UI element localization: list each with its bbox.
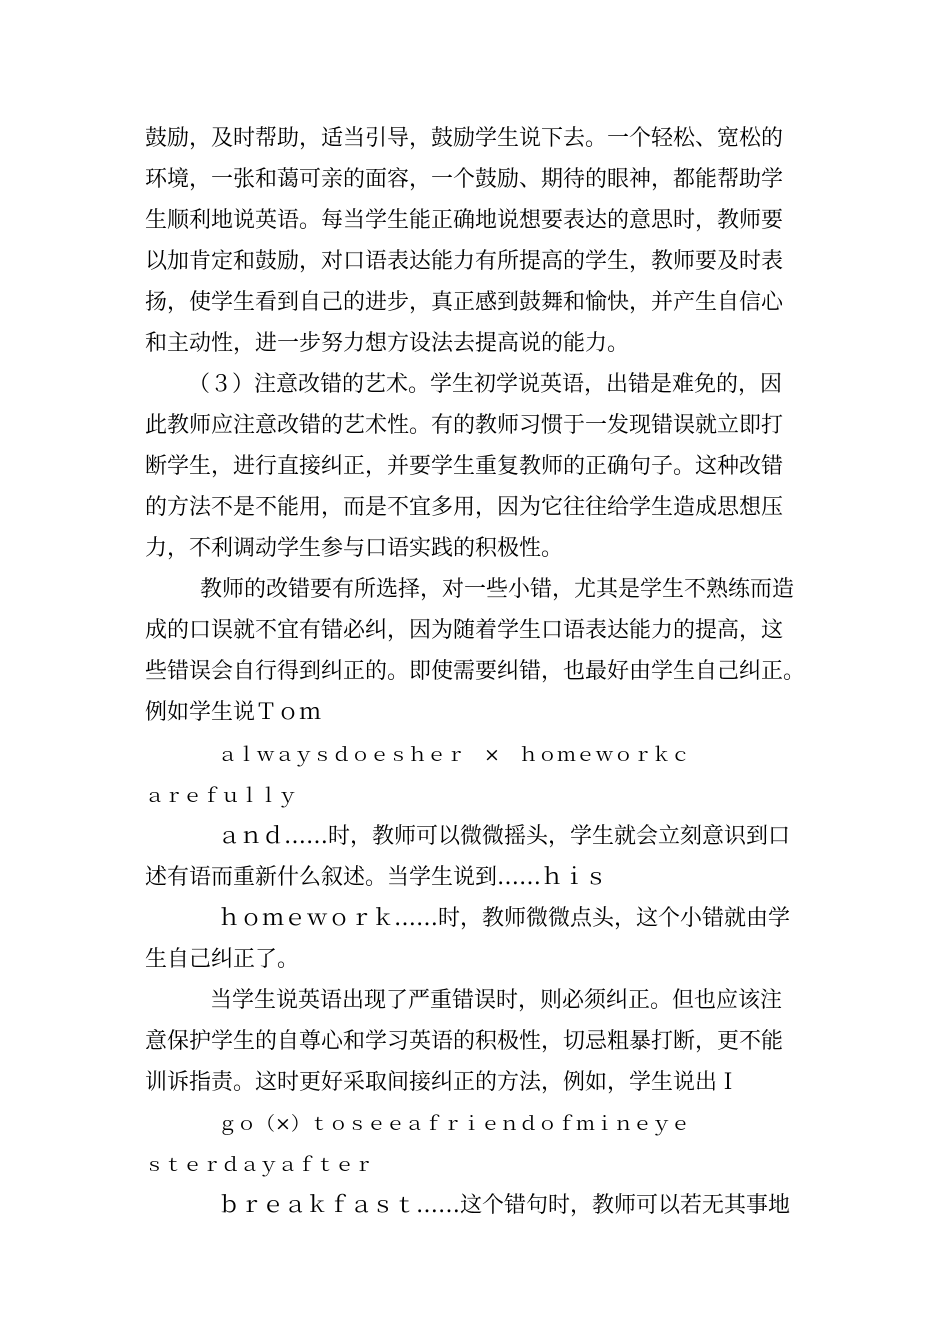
text-line: ａｒｅｆｕｌｌｙ	[145, 785, 298, 807]
text-line: ｈｏｍｅｗｏｒｋ……时，教师微微点头，这个小错就由学	[218, 906, 791, 931]
text-line: 生顺利地说英语。每当学生能正确地说想要表达的意思时，教师要	[145, 208, 784, 233]
text-line: ａｌｗａｙｓｄｏｅｓｈｅｒ × ｈｏｍｅｗｏｒｋｃ	[218, 744, 690, 766]
text-line: 当学生说英语出现了严重错误时，则必须纠正。但也应该注	[210, 988, 783, 1013]
text-line: 环境，一张和蔼可亲的面容，一个鼓励、期待的眼神，都能帮助学	[145, 167, 784, 192]
text-line: 和主动性，进一步努力想方设法去提高说的能力。	[145, 331, 630, 356]
text-line: 些错误会自行得到纠正的。即使需要纠错，也最好由学生自己纠正。	[145, 659, 806, 684]
text-line: ｓｔｅｒｄａｙａｆｔｅｒ	[145, 1154, 374, 1176]
text-line: 力，不利调动学生参与口语实践的积极性。	[145, 536, 564, 561]
text-line: ｇｏ（×）ｔｏｓｅｅａｆｒｉｅｎｄｏｆｍｉｎｅｙｅ	[218, 1113, 690, 1135]
text-line: 断学生，进行直接纠正，并要学生重复教师的正确句子。这种改错	[145, 454, 784, 479]
text-line: 生自己纠正了。	[145, 947, 300, 972]
text-line: 教师的改错要有所选择，对一些小错，尤其是学生不熟练而造	[200, 577, 795, 602]
text-line: 的方法不是不能用，而是不宜多用，因为它往往给学生造成思想压	[145, 495, 784, 520]
text-line: （３）注意改错的艺术。学生初学说英语，出错是难免的，因	[188, 372, 783, 397]
text-line: 以加肯定和鼓励，对口语表达能力有所提高的学生，教师要及时表	[145, 249, 784, 274]
text-line: 训诉指责。这时更好采取间接纠正的方法，例如，学生说出Ｉ	[145, 1070, 740, 1095]
text-line: 例如学生说Ｔｏｍ	[145, 700, 322, 725]
text-line: 成的口误就不宜有错必纠，因为随着学生口语表达能力的提高，这	[145, 618, 784, 643]
text-line: 此教师应注意改错的艺术性。有的教师习惯于一发现错误就立即打	[145, 413, 784, 438]
text-line: 扬，使学生看到自己的进步，真正感到鼓舞和愉快，并产生自信心	[145, 290, 784, 315]
text-line: ｂｒｅａｋｆａｓｔ……这个错句时，教师可以若无其事地	[218, 1193, 791, 1218]
text-line: 述有语而重新什么叙述。当学生说到……ｈｉｓ	[145, 865, 608, 890]
text-line: 意保护学生的自尊心和学习英语的积极性，切忌粗暴打断，更不能	[145, 1029, 784, 1054]
text-line: 鼓励，及时帮助，适当引导，鼓励学生说下去。一个轻松、宽松的	[145, 126, 784, 151]
text-line: ａｎｄ……时，教师可以微微摇头，学生就会立刻意识到口	[218, 824, 791, 849]
